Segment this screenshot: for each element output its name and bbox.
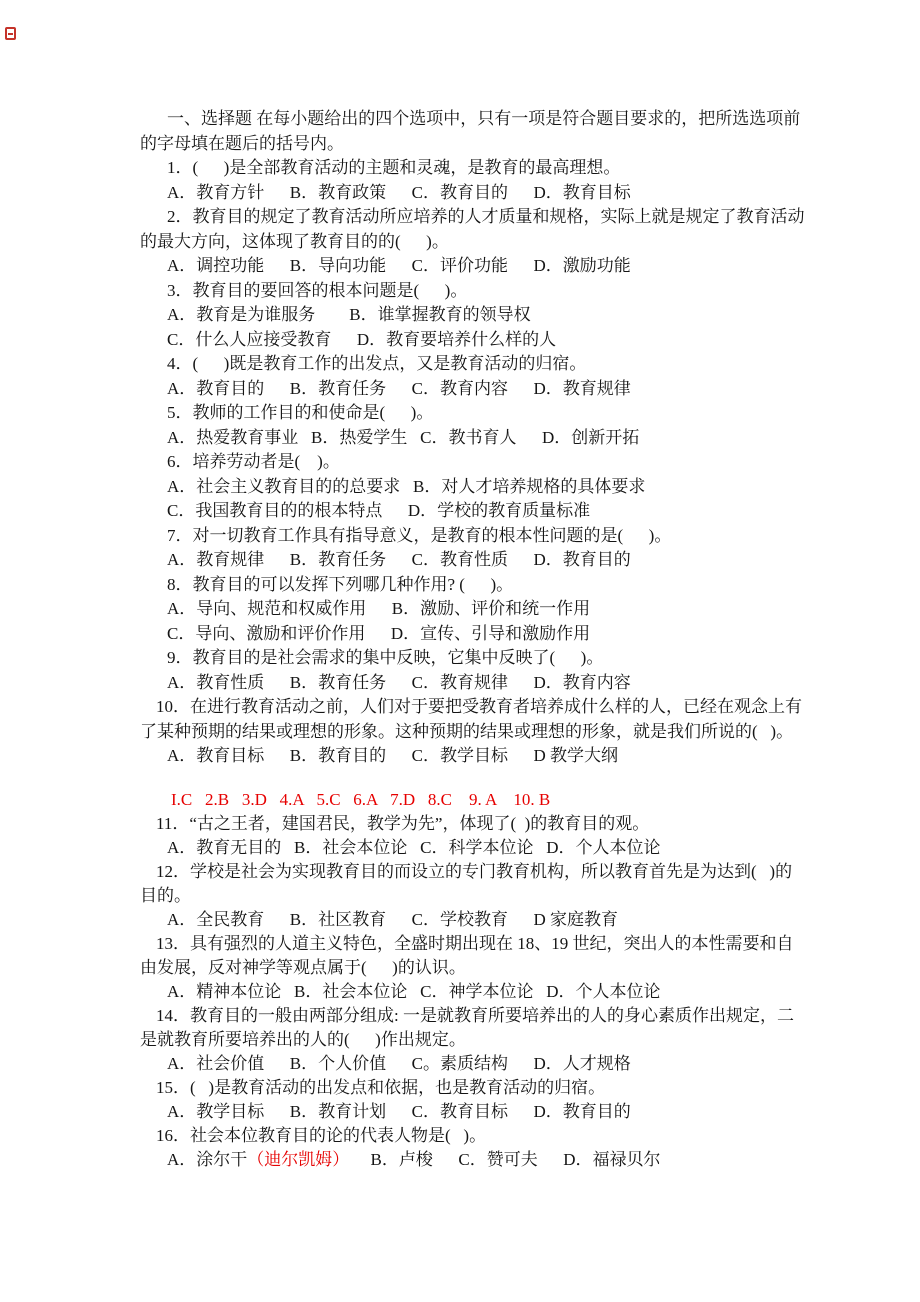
options-line: C．我国教育目的的根本特点 D．学校的教育质量标准 bbox=[167, 501, 591, 520]
continuation-line: 的字母填在题后的括号内。 bbox=[140, 133, 344, 153]
question-line: 6．培养劳动者是( )。 bbox=[167, 452, 340, 471]
answer-key-line: I.C 2.B 3.D 4.A 5.C 6.A 7.D 8.C 9. A 10. B bbox=[171, 790, 551, 809]
options-line: A．教育无目的 B．社会本位论 C．科学本位论 D．个人本位论 bbox=[167, 838, 661, 857]
question-line: 2．教育目的规定了教育活动所应培养的人才质量和规格，实际上就是规定了教育活动 bbox=[167, 207, 805, 226]
question-line: 15．( )是教育活动的出发点和依据，也是教育活动的归宿。 bbox=[156, 1078, 606, 1097]
options-line: A．教育方针 B．教育政策 C．教育目的 D．教育目标 bbox=[167, 182, 631, 202]
continuation-line: 由发展，反对神学等观点属于( )的认识。 bbox=[140, 958, 466, 977]
options-line: A．教育目的 B．教育任务 C．教育内容 D．教育规律 bbox=[167, 378, 631, 398]
options-line: A．调控功能 B．导向功能 C．评价功能 D．激励功能 bbox=[167, 256, 631, 275]
options-line: A．教育性质 B．教育任务 C．教育规律 D．教育内容 bbox=[167, 672, 631, 692]
question-line: 8．教育目的可以发挥下列哪几种作用? ( )。 bbox=[167, 574, 514, 594]
line-text: A．涂尔干 bbox=[167, 1150, 248, 1169]
question-line: 13．具有强烈的人道主义特色，全盛时期出现在 18、19 世纪，突出人的本性需要和自 bbox=[156, 934, 794, 953]
question-line: 10．在进行教育活动之前，人们对于要把受教育者培养成什么样的人，已经在观念上有 bbox=[156, 697, 802, 716]
options-line: C．什么人应接受教育 D．教育要培养什么样的人 bbox=[167, 329, 557, 349]
questions-section-1 bbox=[140, 107, 812, 769]
continuation-line: 了某种预期的结果或理想的形象。这种预期的结果或理想的形象，就是我们所说的( )。 bbox=[140, 721, 794, 741]
question-line: 14．教育目的一般由两部分组成: 一是就教育所要培养出的人的身心素质作出规定，二 bbox=[156, 1006, 794, 1025]
options-line: A．教育规律 B．教育任务 C．教育性质 D．教育目的 bbox=[167, 550, 631, 569]
question-line: 16．社会本位教育目的论的代表人物是( )。 bbox=[156, 1126, 487, 1145]
question-line: 11．“古之王者，建国君民，教学为先”，体现了( )的教育目的观。 bbox=[156, 814, 650, 833]
options-line: A．教育目标 B．教育目的 C．教学目标 D 教学大纲 bbox=[167, 746, 618, 765]
question-line: 5．教师的工作目的和使命是( )。 bbox=[167, 403, 434, 422]
options-line bbox=[140, 1148, 812, 1172]
questions-section-2 bbox=[140, 788, 812, 1172]
question-line: 9．教育目的是社会需求的集中反映，它集中反映了( )。 bbox=[167, 648, 604, 667]
question-line: 3．教育目的要回答的根本问题是( )。 bbox=[167, 280, 468, 300]
options-line: A．教学目标 B．教育计划 C．教育目标 D．教育目的 bbox=[167, 1102, 631, 1121]
question-line: 12．学校是社会为实现教育目的而设立的专门教育机构，所以教育首先是为达到( )的 bbox=[156, 862, 793, 881]
red-corner-mark-icon bbox=[5, 27, 16, 40]
options-line: A．社会价值 B．个人价值 C。素质结构 D．人才规格 bbox=[167, 1054, 631, 1073]
question-line: 4．( )既是教育工作的出发点，又是教育活动的归宿。 bbox=[167, 354, 587, 373]
continuation-line: 是就教育所要培养出的人的( )作出规定。 bbox=[140, 1030, 466, 1049]
options-line: A．热爱教育事业 B．热爱学生 C．教书育人 D．创新开拓 bbox=[167, 427, 640, 447]
line-text: B．卢梭 C．赞可夫 D．福禄贝尔 bbox=[349, 1150, 661, 1169]
options-line: A．社会主义教育目的的总要求 B．对人才培养规格的具体要求 bbox=[167, 476, 646, 496]
options-line: C．导向、激励和评价作用 D．宣传、引导和激励作用 bbox=[167, 623, 591, 643]
continuation-line: 的最大方向，这体现了教育目的的( )。 bbox=[140, 231, 449, 251]
options-line: A．教育是为谁服务 B．谁掌握教育的领导权 bbox=[167, 305, 531, 324]
options-line: A．导向、规范和权威作用 B．激励、评价和统一作用 bbox=[167, 599, 591, 618]
continuation-line: 目的。 bbox=[140, 886, 191, 905]
question-line: 7．对一切教育工作具有指导意义，是教育的根本性问题的是( )。 bbox=[167, 525, 672, 545]
section-heading-line: 一、选择题 在每小题给出的四个选项中，只有一项是符合题目要求的，把所选选项前 bbox=[167, 109, 801, 128]
question-line: 1．( )是全部教育活动的主题和灵魂，是教育的最高理想。 bbox=[167, 158, 621, 177]
options-line: A．精神本位论 B．社会本位论 C．神学本位论 D．个人本位论 bbox=[167, 982, 661, 1001]
red-annotation-text: （迪尔凯姆） bbox=[247, 1150, 350, 1169]
options-line: A．全民教育 B．社区教育 C．学校教育 D 家庭教育 bbox=[167, 910, 618, 929]
